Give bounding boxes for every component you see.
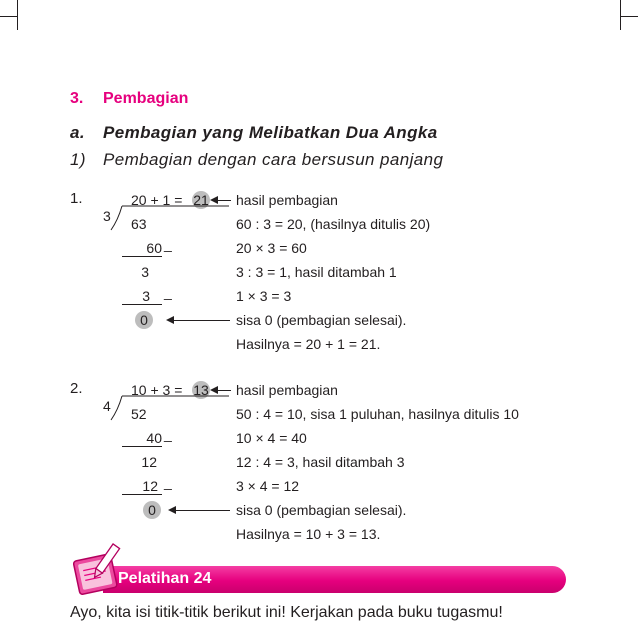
subsection-title: Pembagian yang Melibatkan Dua Angka — [103, 123, 438, 142]
crop-mark-top-left — [0, 16, 18, 17]
example-number: 2. — [70, 380, 83, 397]
example-number: 1. — [70, 190, 83, 207]
subtract-step-2 — [122, 478, 162, 495]
quotient-sum: 20 + 1 = — [131, 192, 183, 208]
arrow-left-icon — [212, 390, 231, 391]
minus-sign: _ — [164, 284, 172, 300]
subtract-step-1: 40 — [122, 430, 162, 447]
divisor: 4 — [103, 398, 111, 414]
dividend: 52 — [131, 406, 147, 422]
subtract-step-1: 60 — [122, 240, 162, 257]
crop-mark-top-left-vertical — [17, 0, 18, 30]
explanation-line: 10 × 4 = 40 — [236, 430, 307, 446]
final-remainder-badge: 0 — [135, 311, 153, 329]
arrow-left-icon — [212, 200, 231, 201]
exercise-title: Pelatihan 24 — [118, 570, 212, 587]
section-title: Pembagian — [103, 90, 189, 107]
explanation-line: sisa 0 (pembagian selesai). — [236, 502, 407, 518]
dividend: 63 — [131, 216, 147, 232]
explanation-line: 20 × 3 = 60 — [236, 240, 307, 256]
quotient-sum: 10 + 3 = — [131, 382, 183, 398]
minus-sign: _ — [164, 474, 172, 490]
explanation-line: 3 : 3 = 1, hasil ditambah 1 — [236, 264, 397, 280]
long-division-bracket-icon — [109, 204, 244, 234]
subtract-step-2 — [122, 288, 162, 305]
minus-sign: _ — [164, 236, 172, 252]
divisor: 3 — [103, 208, 111, 224]
explanation-line: 60 : 3 = 20, (hasilnya ditulis 20) — [236, 216, 431, 232]
explanation-line: hasil pembagian — [236, 192, 338, 208]
method-label: 1) — [70, 150, 86, 169]
minus-sign: _ — [164, 426, 172, 442]
explanation-line: 1 × 3 = 3 — [236, 288, 292, 304]
subtract-value: 3 — [142, 288, 150, 304]
crop-mark-top-right — [620, 16, 638, 17]
subsection-label: a. — [70, 123, 85, 142]
arrow-left-icon — [168, 320, 230, 321]
explanation-line: 12 : 4 = 3, hasil ditambah 3 — [236, 454, 405, 470]
long-division-bracket-icon — [109, 394, 244, 424]
explanation-line: sisa 0 (pembagian selesai). — [236, 312, 407, 328]
method-title: Pembagian dengan cara bersusun panjang — [103, 150, 444, 169]
explanation-line: 50 : 4 = 10, sisa 1 puluhan, hasilnya ditulis 10 — [236, 406, 519, 422]
subtract-value: 12 — [142, 478, 158, 494]
remainder-1: 3 — [141, 264, 149, 280]
quotient-answer-badge: 21 — [193, 192, 209, 208]
crop-mark-top-right-vertical — [620, 0, 621, 30]
instruction-text: Ayo, kita isi titik-titik berikut ini! Kerjakan pada buku tugasmu! — [70, 604, 503, 621]
section-number: 3. — [70, 90, 84, 107]
remainder-1: 12 — [141, 454, 157, 470]
result-line: Hasilnya = 10 + 3 = 13. — [236, 526, 381, 542]
final-remainder-badge: 0 — [143, 501, 161, 519]
explanation-line: 3 × 4 = 12 — [236, 478, 300, 494]
result-line: Hasilnya = 20 + 1 = 21. — [236, 336, 381, 352]
explanation-line: hasil pembagian — [236, 382, 338, 398]
quotient-answer-badge: 13 — [193, 382, 209, 398]
arrow-left-icon — [170, 510, 230, 511]
